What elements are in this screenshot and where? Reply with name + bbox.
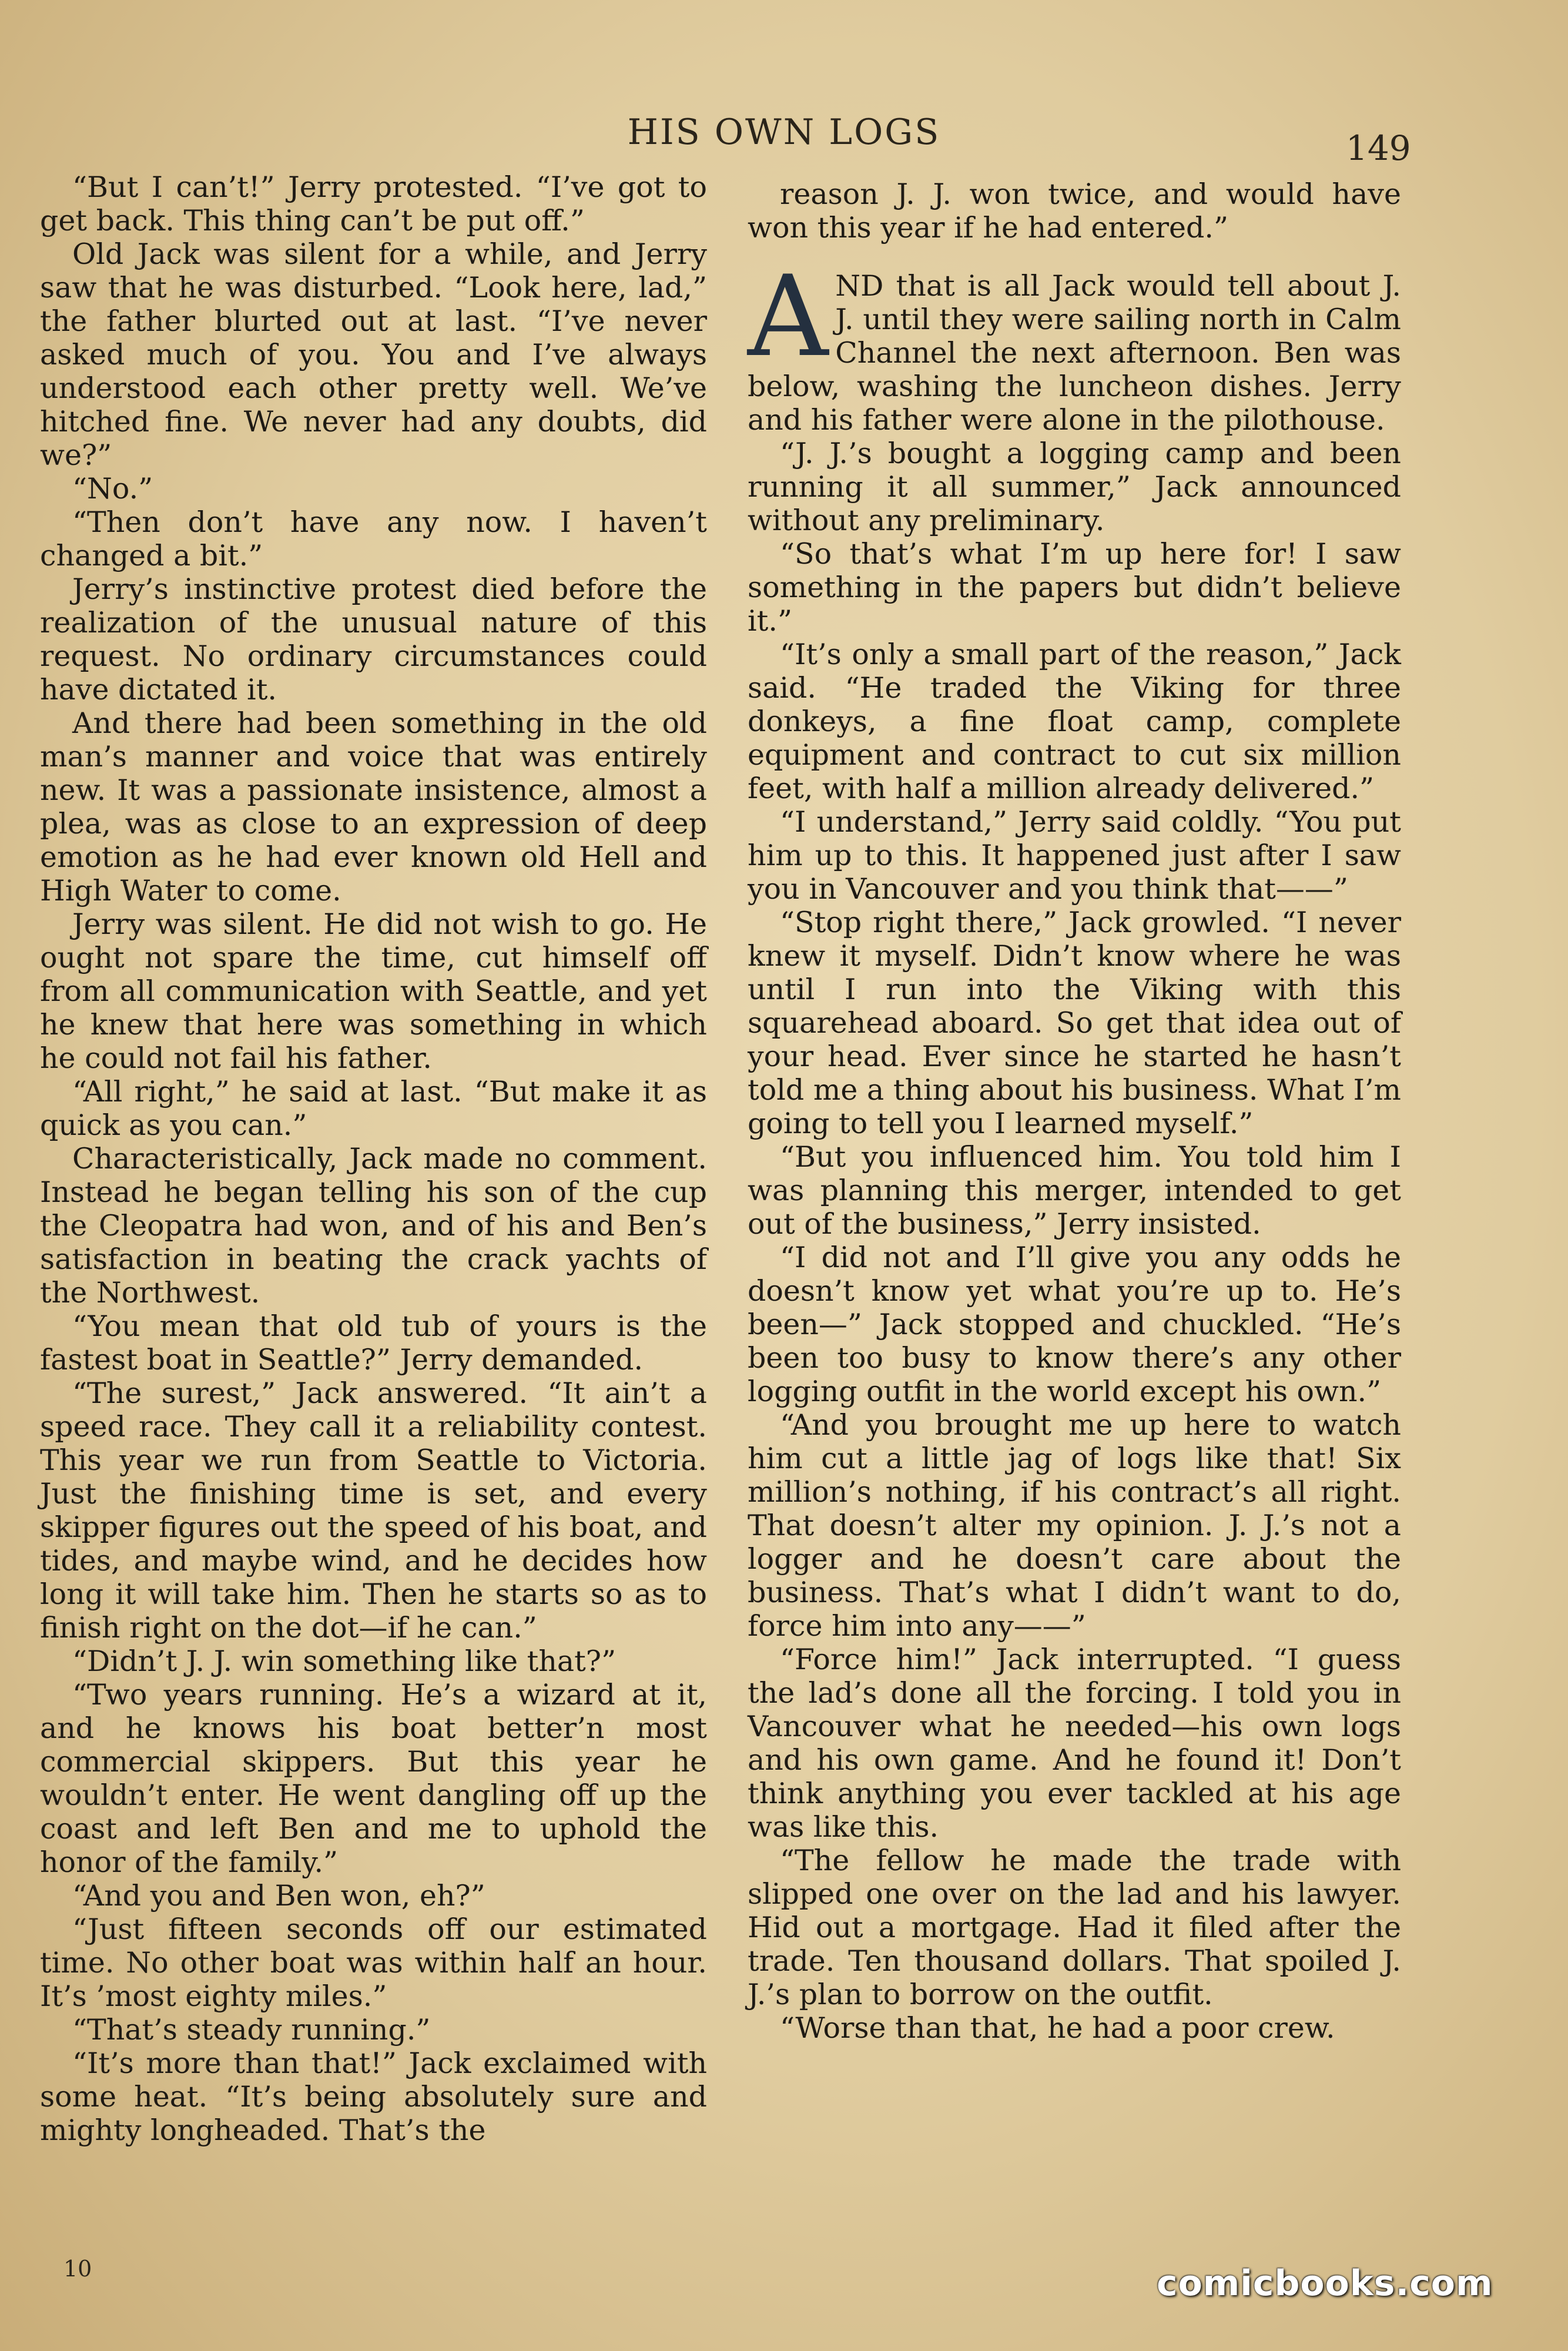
paragraph: “The fellow he made the trade with slipped one over on the lad and his lawyer. Hid out a mortgage. Had it filed after the trade. Ten thousand dollars. That spoiled J. J.’s plan to borrow on the outfit. [748,1844,1401,2011]
paragraph: “No.” [72,472,153,505]
paragraph: “It’s only a small part of the reason,” Jack said. “He traded the Viking for three donkeys, a fine float camp, complete equipment and contract to cut six million feet, with half a million already delivered.” [748,638,1401,805]
paragraph: reason J. J. won twice, and would have won this year if he had entered.” [748,178,1401,245]
paragraph: “Two years running. He’s a wizard at it, and he knows his boat better’n most commercial skippers. But this year he wouldn’t enter. He went dangling off up the coast and left Ben and me to uphold the honor of the family.” [40,1678,707,1879]
paragraph: “Worse than that, he had a poor crew. [780,2011,1335,2045]
paragraph-text: ND that is all Jack would tell about J. J. until they were sailing north in Calm Channel the next afternoon. Ben was below, washing the luncheon dishes. Jerry and his father were alone in the pilothouse. [748,269,1401,437]
paragraph: “Stop right there,” Jack growled. “I never knew it myself. Didn’t know where he was until I run into the Viking with this squarehead aboard. So get that idea out of your head. Ever since he started he hasn’t told me a thing about his business. What I’m going to tell you I learned myself.” [748,906,1401,1140]
dropcap-paragraph [748,252,1401,437]
watermark: comicbooks.com [1157,2263,1493,2304]
paragraph: “And you and Ben won, eh?” [72,1879,485,1913]
drop-cap: A [748,252,829,381]
paragraph: Jerry’s instinctive protest died before the realization of the unusual nature of this request. No ordinary circumstances could have dictated it. [40,572,707,706]
signature-mark: 10 [63,2256,92,2282]
paragraph: Jerry was silent. He did not wish to go. He ought not spare the time, cut himself off from all communication with Seattle, and yet he knew that here was something in which he could not fail his father. [40,907,707,1075]
right-column [748,178,1401,2045]
paragraph: Old Jack was silent for a while, and Jerry saw that he was disturbed. “Look here, lad,” the father blurted out at last. “I’ve never asked much of you. You and I’ve always understood each other pretty well. We’ve hitched fine. We never had any doubts, did we?” [40,237,707,472]
paragraph: “Then don’t have any now. I haven’t changed a bit.” [40,505,707,572]
paragraph: “All right,” he said at last. “But make it as quick as you can.” [40,1075,707,1142]
paragraph: “It’s more than that!” Jack exclaimed with some heat. “It’s being absolutely sure and mighty longheaded. That’s the [40,2047,707,2147]
page-number: 149 [1346,128,1411,168]
paragraph: “The surest,” Jack answered. “It ain’t a speed race. They call it a reliability contest. This year we run from Seattle to Victoria. Just the finishing time is set, and every skipper figures out the speed of his boat, and tides, and maybe wind, and he decides how long it will take him. Then he starts so as to finish right on the dot—if he can.” [40,1377,707,1645]
paragraph: “You mean that old tub of yours is the fastest boat in Seattle?” Jerry demanded. [40,1310,707,1377]
paragraph: “So that’s what I’m up here for! I saw something in the papers but didn’t believe it.” [748,537,1401,638]
paragraph: “I did not and I’ll give you any odds he doesn’t know yet what you’re up to. He’s been—” Jack stopped and chuckled. “He’s been too busy to know there’s any other logging outfit in the world except his own.” [748,1241,1401,1408]
left-column [40,170,707,2147]
paragraph: “But you influenced him. You told him I was planning this merger, intended to get out of the business,” Jerry insisted. [748,1140,1401,1241]
paragraph: “Force him!” Jack interrupted. “I guess the lad’s done all the forcing. I told you in Vancouver what he needed—his own logs and his own game. And he found it! Don’t think anything you ever tackled at his age was like this. [748,1643,1401,1844]
paragraph: “That’s steady running.” [72,2013,431,2047]
paragraph: “J. J.’s bought a logging camp and been running it all summer,” Jack announced without any preliminary. [748,437,1401,537]
running-head: HIS OWN LOGS [627,112,941,153]
paragraph: And there had been something in the old man’s manner and voice that was entirely new. It was a passionate insistence, almost a plea, was as close to an expression of deep emotion as he had ever known old Hell and High Water to come. [40,706,707,907]
paragraph: “Didn’t J. J. win something like that?” [72,1645,617,1678]
paragraph: “But I can’t!” Jerry protested. “I’ve got to get back. This thing can’t be put off.” [40,170,707,237]
paragraph: “Just fifteen seconds off our estimated time. No other boat was within half an hour. It’s ’most eighty miles.” [40,1913,707,2013]
paragraph: “I understand,” Jerry said coldly. “You put him up to this. It happened just after I saw you in Vancouver and you think that——” [748,805,1401,906]
paragraph: Characteristically, Jack made no comment. Instead he began telling his son of the cup the Cleopatra had won, and of his and Ben’s satisfaction in beating the crack yachts of the Northwest. [40,1142,707,1310]
paragraph: “And you brought me up here to watch him cut a little jag of logs like that! Six million’s nothing, if his contract’s all right. That doesn’t alter my opinion. J. J.’s not a logger and he doesn’t care about the business. That’s what I didn’t want to do, force him into any——” [748,1408,1401,1643]
